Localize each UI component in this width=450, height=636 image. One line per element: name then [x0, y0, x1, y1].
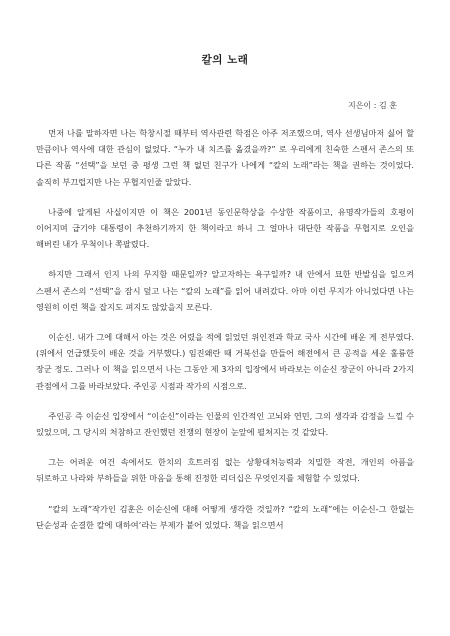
paragraph-5: 주인공 즉 이순신 입장에서 “이순신”이라는 인물의 인간적인 고뇌와 연민, 그의 생각과 감정을 느낄 수 있었으며, 그 당시의 처참하고 잔인했던 전쟁의 현장이 눈앞에 펼쳐지는 것 같았다. [36, 410, 414, 438]
paragraph-7: “칼의 노래”작가인 김훈은 이순신에 대해 어떻게 생각한 것일까? “칼의 노래”에는 이순신-그 한없는 단순성과 순결한 칼에 대하여‘라는 부제가 붙어 있었다. 책을 읽으면서 [36, 503, 414, 530]
document-title: 칼의 노래 [201, 54, 249, 66]
paragraph-6: 그는 어려운 여건 속에서도 한치의 흐트러짐 없는 상황대처능력과 치밀한 작전, 개인의 아픔을 뒤로하고 나라와 부하들을 위한 마음을 통해 진정한 리더십은 무엇인지를 체험할 수 있었다. [36, 457, 414, 484]
author-line: 지은이 : 김 훈 [348, 101, 397, 110]
paragraph-4: 이순신. 내가 그에 대해서 아는 것은 어렸을 적에 읽었던 위인전과 학교 국사 시간에 배운 게 전부였다.(위에서 언급했듯이 배운 것을 거부했다.) 임진왜란 때 거북선을 만들어 해전에서 큰 공적을 세운 훌륭한 장군 정도. 그러나 이 책을 읽으면서 나는 그동안 제 3자의 입장에서 바라보는 이순신 장군이 아니라 2가지 관점에서 그를 바라보았다. 주인공 시점과 작가의 시점으로. [36, 332, 414, 391]
paragraph-2: 나중에 알게된 사실이지만 이 책은 2001년 동인문학상을 수상한 작품이고, 유명작가들의 호평이 이어지며 급기야 대통령이 추천하기까지 한 책이라고 하니 그 얼마나 대단한 작품을 무협지로 오인을 해버린 내가 무척이나 쪽팔렸다. [36, 206, 414, 250]
paragraph-1: 먼저 나를 말하자면 나는 학창시절 때부터 역사관련 학점은 아주 저조했으며, 역사 선생님마저 싫어 할 만큼이나 역사에 대한 관심이 없었다. “누가 내 치즈를 옮겼을까?” 로 우리에게 친숙한 스펜서 존스의 또 다른 작품 “선택”을 보던 중 평생 그런 책 없던 친구가 나에게 “칼의 노래”라는 책을 권하는 것이었다. 솔직히 부끄럽지만 나는 무협지인줄 알았다. [36, 128, 414, 187]
document-body [36, 125, 414, 547]
paragraph-3: 하지만 그래서 인지 나의 무지함 때문일까? 알고자하는 욕구일까? 내 안에서 묘한 반발심을 일으켜 스펜서 존스의 “선택”을 잠시 덮고 나는 “칼의 노래”를 읽어 내려갔다. 아마 이런 무지가 아니었다면 나는 영원히 이런 책을 잡지도 펴지도 않았을지 모른다. [36, 269, 414, 312]
